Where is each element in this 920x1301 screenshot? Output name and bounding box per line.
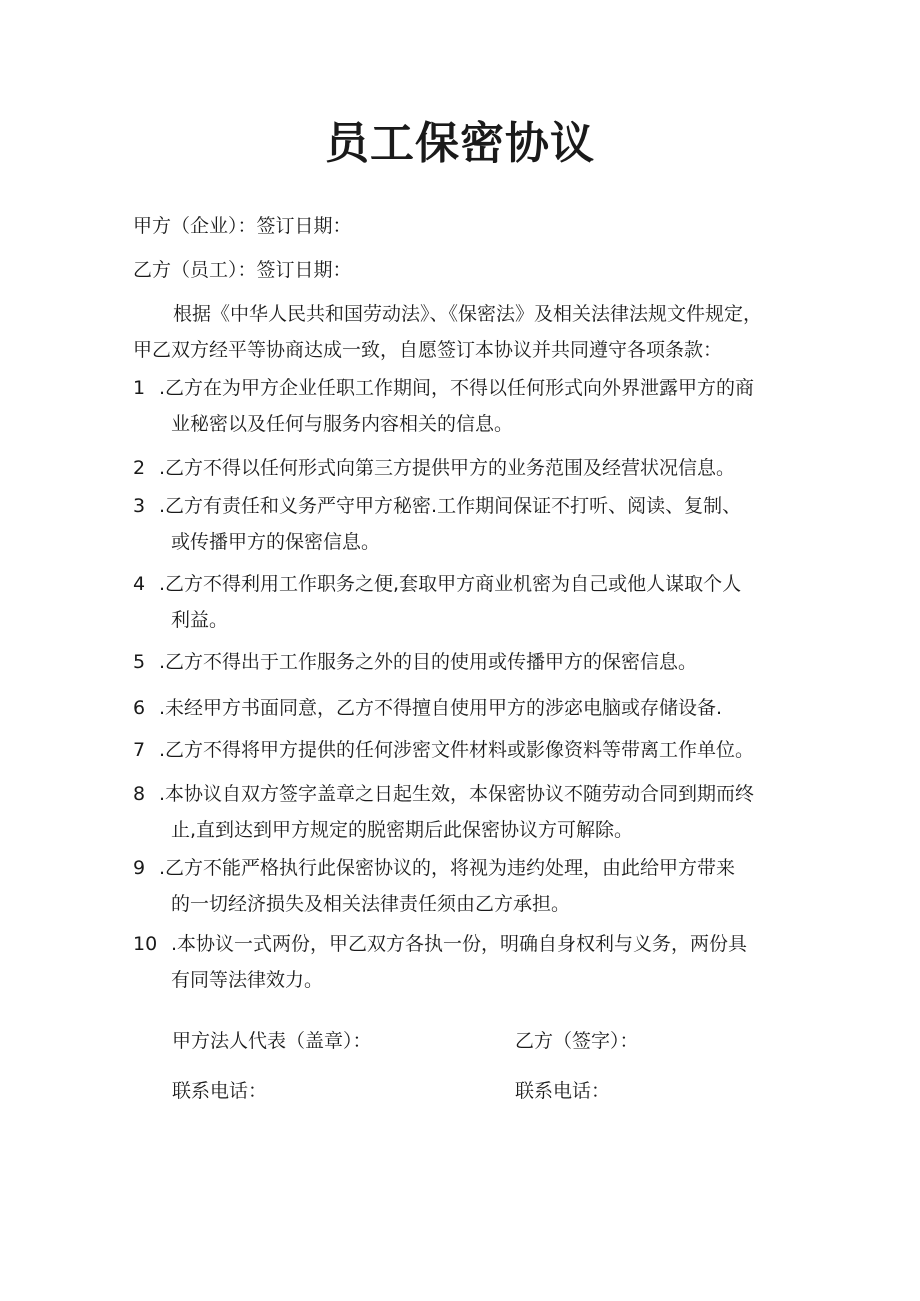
party-a-line: 甲方（企业）：签订日期： — [133, 215, 352, 237]
clause-number: 3 — [133, 495, 146, 517]
clause-line-1: .乙方不能严格执行此保密协议的，将视为违约处理，由此给甲方带来 — [159, 857, 736, 879]
clause-5 — [133, 644, 803, 680]
clause-1 — [133, 370, 803, 442]
clause-number: 4 — [133, 573, 146, 595]
clause-10 — [133, 926, 803, 998]
clause-number: 5 — [133, 651, 146, 673]
clause-line-2: 有同等法律效力。 — [171, 969, 324, 991]
party-b-signature-label: 乙方（签字）： — [515, 1030, 639, 1052]
party-b-line: 乙方（员工）：签订日期： — [133, 259, 352, 281]
clause-number: 10 — [133, 933, 158, 955]
clause-line-2: 利益。 — [171, 609, 229, 631]
clause-line-1: .乙方在为甲方企业任职工作期间，不得以任何形式向外界泄露甲方的商 — [159, 377, 755, 399]
clause-number: 6 — [133, 697, 146, 719]
clause-number: 7 — [133, 739, 146, 761]
intro-paragraph — [133, 296, 793, 368]
party-a-representative-label: 甲方法人代表（盖章）： — [172, 1030, 372, 1052]
clause-6 — [133, 690, 803, 726]
clause-number: 2 — [133, 457, 146, 479]
clause-line-1: .乙方有责任和义务严守甲方秘密.工作期间保证不打听、阅读、复制、 — [159, 495, 742, 517]
clause-number: 9 — [133, 857, 146, 879]
clause-line-1: .未经甲方书面同意，乙方不得擅自使用甲方的涉宓电脑或存储设备. — [159, 697, 723, 719]
clause-line-1: .本协议一式两份，甲乙双方各执一份，明确自身权利与义务，两份具 — [171, 933, 748, 955]
clause-4 — [133, 566, 803, 638]
intro-line-2: 甲乙双方经平等协商达成一致，自愿签订本协议并共同遵守各项条款： — [133, 339, 723, 361]
clause-line-1: .本协议自双方签字盖章之日起生效，本保密协议不随劳动合同到期而终 — [159, 783, 755, 805]
clause-line-1: .乙方不得出于工作服务之外的目的使用或传播甲方的保密信息。 — [159, 651, 698, 673]
document-title: 员工保密协议 — [325, 118, 595, 169]
clause-number: 1 — [133, 377, 146, 399]
clause-line-1: .乙方不得利用工作职务之便,套取甲方商业机密为自己或他人谋取个人 — [159, 573, 742, 595]
clause-number: 8 — [133, 783, 146, 805]
clause-line-1: .乙方不得以任何形式向第三方提供甲方的业务范围及经营状况信息。 — [159, 457, 736, 479]
clause-line-2: 止,直到达到甲方规定的脱密期后此保密协议方可解除。 — [171, 819, 634, 841]
clause-7 — [133, 732, 803, 768]
clause-8 — [133, 776, 803, 848]
clause-line-2: 业秘密以及任何与服务内容相关的信息。 — [171, 413, 514, 435]
clause-3 — [133, 488, 803, 560]
party-a-phone-label: 联系电话： — [172, 1080, 268, 1102]
clause-2 — [133, 450, 803, 486]
intro-line-1: 根据《中华人民共和国劳动法》、《保密法》及相关法律法规文件规定， — [173, 303, 763, 325]
clause-line-2: 的一切经济损失及相关法律责任须由乙方承担。 — [171, 893, 571, 915]
clause-line-1: .乙方不得将甲方提供的任何涉密文件材料或影像资料等带离工作单位。 — [159, 739, 755, 761]
clause-9 — [133, 850, 803, 922]
party-b-phone-label: 联系电话： — [515, 1080, 611, 1102]
clause-line-2: 或传播甲方的保密信息。 — [171, 531, 381, 553]
